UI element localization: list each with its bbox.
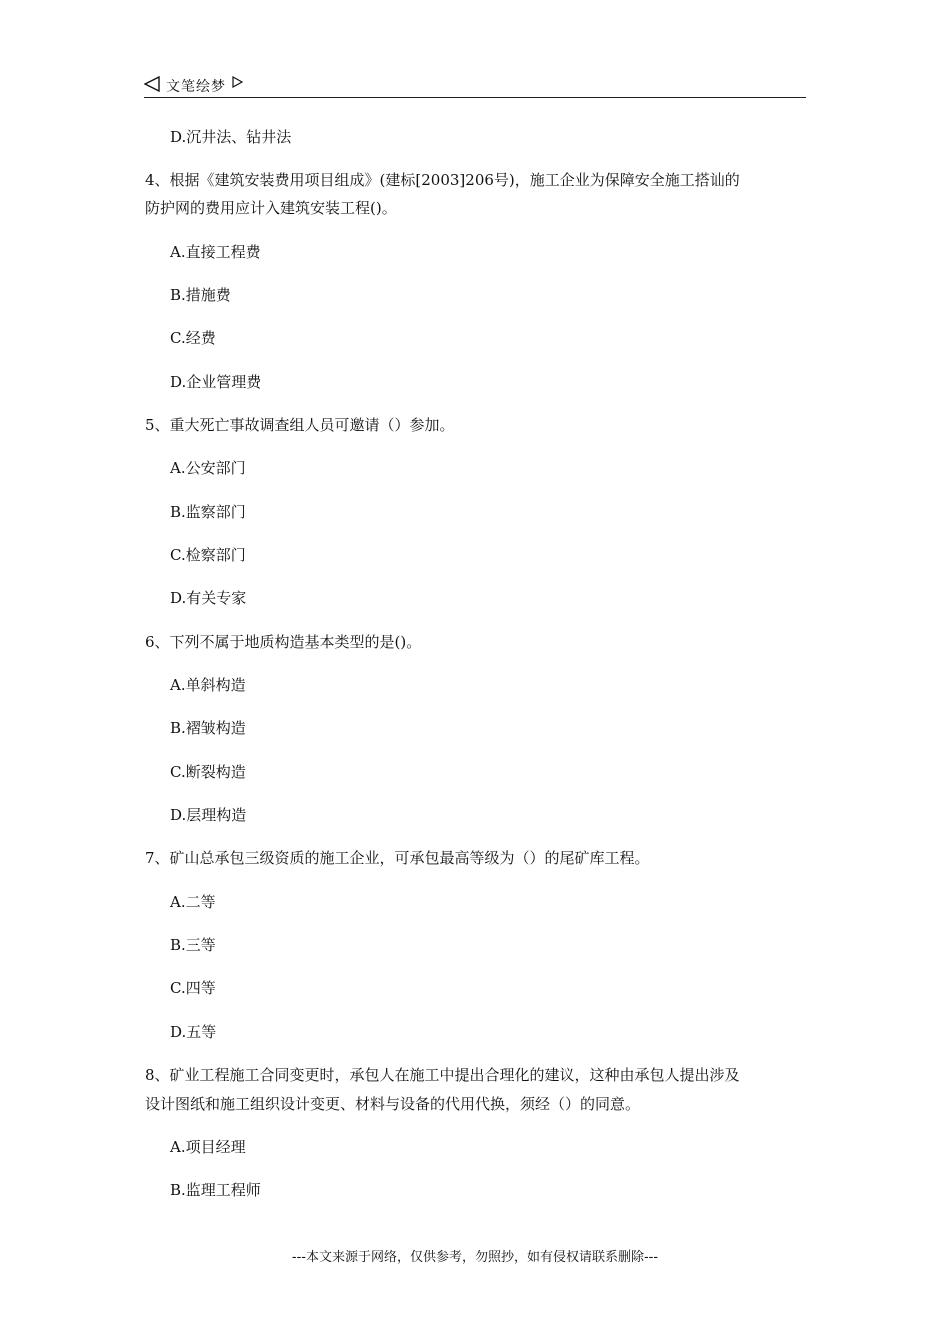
option-line: D.沉井法、钻井法 [170,128,292,146]
option-line: D.企业管理费 [170,373,262,391]
option-line: C.断裂构造 [170,763,246,781]
footer-disclaimer: ---本文来源于网络，仅供参考，勿照抄，如有侵权请联系删除--- [291,1250,659,1265]
option-line: B.监理工程师 [170,1181,261,1199]
option-line: D.五等 [170,1023,217,1041]
option-line: A.项目经理 [170,1138,246,1156]
header-divider [144,97,806,98]
option-line: D.有关专家 [170,589,247,607]
left-triangle-icon [144,76,160,92]
header-title: 文笔绘梦 [166,79,226,95]
option-line: A.二等 [170,893,216,911]
question-line: 设计图纸和施工组织设计变更、材料与设备的代用代换，须经（）的同意。 [145,1095,641,1113]
option-line: D.层理构造 [170,806,247,824]
option-line: B.措施费 [170,286,231,304]
option-line: A.直接工程费 [170,243,261,261]
question-line: 8、矿业工程施工合同变更时，承包人在施工中提出合理化的建议，这种由承包人提出涉及 [145,1066,740,1084]
question-line: 6、下列不属于地质构造基本类型的是()。 [145,633,422,651]
option-line: B.三等 [170,936,216,954]
option-line: C.经费 [170,329,216,347]
right-triangle-icon [232,76,243,88]
option-line: B.褶皱构造 [170,719,246,737]
question-line: 7、矿山总承包三级资质的施工企业，可承包最高等级为（）的尾矿库工程。 [145,849,650,867]
question-line: 5、重大死亡事故调查组人员可邀请（）参加。 [145,416,455,434]
page-header [144,74,806,98]
option-line: B.监察部门 [170,503,246,521]
option-line: C.检察部门 [170,546,246,564]
option-line: C.四等 [170,979,216,997]
question-line: 4、根据《建筑安装费用项目组成》(建标[2003]206号)，施工企业为保障安全施工搭讪的 [145,171,740,189]
option-line: A.公安部门 [170,459,246,477]
question-line: 防护网的费用应计入建筑安装工程()。 [145,199,397,217]
option-line: A.单斜构造 [170,676,246,694]
